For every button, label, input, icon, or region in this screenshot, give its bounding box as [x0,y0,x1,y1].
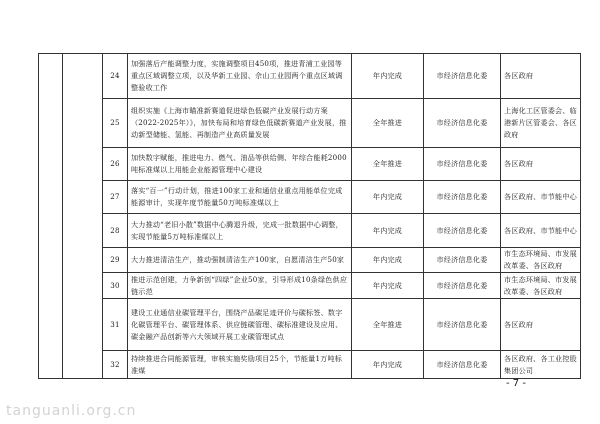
task-description: 推进示范创建，力争新创“四绿”企业50家，引导形成10条绿色供应链示范 [128,273,352,299]
table-row [39,214,581,248]
task-description: 大力推动“老旧小散”数据中心腾退升级，完成一批数据中心调整，实现节能量5万吨标准煤以上 [128,214,352,248]
page-number: - 7 - [506,378,526,389]
lead-department-cell: 市经济信息化委 [424,248,501,273]
timeline-cell: 年内完成 [352,273,424,299]
subcategory-cell [63,54,103,379]
table-row [39,54,581,99]
lead-department-cell: 市经济信息化委 [424,299,501,351]
lead-department-cell: 市经济信息化委 [424,214,501,248]
task-description: 加强落后产能调整力度，实施调整项目450项，推进青浦工业园等重点区域调整立项，以及华新工业园、佘山工业园两个重点区域调整验收工作 [128,54,352,99]
timeline-cell: 全年推进 [352,148,424,181]
lead-department-cell: 市经济信息化委 [424,148,501,181]
timeline-cell: 年内完成 [352,214,424,248]
task-description: 组织实施《上海市瞄准新赛道促进绿色低碳产业发展行动方案（2022-2025年）》，加快布局和培育绿色低碳新赛道产业发展，推动新型储能、氢能、再制造产业高质量发展 [128,99,352,148]
responsible-units-cell: 各区政府 [501,299,581,351]
timeline-cell: 年内完成 [352,248,424,273]
table-row [39,351,581,379]
timeline-cell: 年内完成 [352,54,424,99]
row-number: 28 [103,214,128,248]
responsible-units-cell: 市生态环境局、市发展改革委、各区政府 [501,273,581,299]
timeline-cell: 年内完成 [352,351,424,379]
task-table [38,53,581,379]
table-row [39,273,581,299]
timeline-cell: 全年推进 [352,99,424,148]
task-description: 持续推进合同能源管理，审核实施奖励项目25个，节能量1万吨标准煤 [128,351,352,379]
responsible-units-cell: 各区政府、各工业控股集团公司 [501,351,581,379]
watermark: tanguanli.org.cn [6,403,137,419]
row-number: 27 [103,181,128,214]
row-number: 26 [103,148,128,181]
row-number: 24 [103,54,128,99]
task-description: 加快数字赋能，推进电力、燃气、油品等供给侧、年综合能耗2000吨标准煤以上用能企业能源管理中心建设 [128,148,352,181]
timeline-cell: 年内完成 [352,181,424,214]
task-description: 建设工业通信业碳管理平台，围绕产品碳足迹评价与碳标签、数字化碳管理平台、碳管理体系、供应链碳管理、碳标准建设及应用、碳金融产品创新等六大领域开展工业碳管理试点 [128,299,352,351]
lead-department-cell: 市经济信息化委 [424,273,501,299]
task-description: 大力推进清洁生产，推动强制清洁生产100家，自愿清洁生产50家 [128,248,352,273]
lead-department-cell: 市经济信息化委 [424,54,501,99]
responsible-units-cell: 各区政府 [501,148,581,181]
table-row [39,181,581,214]
row-number: 29 [103,248,128,273]
category-cell [39,54,63,379]
table-row [39,148,581,181]
lead-department-cell: 市经济信息化委 [424,351,501,379]
row-number: 25 [103,99,128,148]
timeline-cell: 全年推进 [352,299,424,351]
lead-department-cell: 市经济信息化委 [424,99,501,148]
row-number: 32 [103,351,128,379]
task-description: 落实“百一”行动计划，推进100家工业和通信业重点用能单位完成能源审计，实现年度节能量50万吨标准煤以上 [128,181,352,214]
table-row [39,99,581,148]
responsible-units-cell: 市生态环境局、市发展改革委、各区政府 [501,248,581,273]
responsible-units-cell: 各区政府、市节能中心 [501,181,581,214]
table-row [39,299,581,351]
responsible-units-cell: 上海化工区管委会、临港新片区管委会、各区政府 [501,99,581,148]
responsible-units-cell: 各区政府 [501,54,581,99]
responsible-units-cell: 各区政府、市节能中心 [501,214,581,248]
table-row [39,248,581,273]
lead-department-cell: 市经济信息化委 [424,181,501,214]
row-number: 31 [103,299,128,351]
row-number: 30 [103,273,128,299]
